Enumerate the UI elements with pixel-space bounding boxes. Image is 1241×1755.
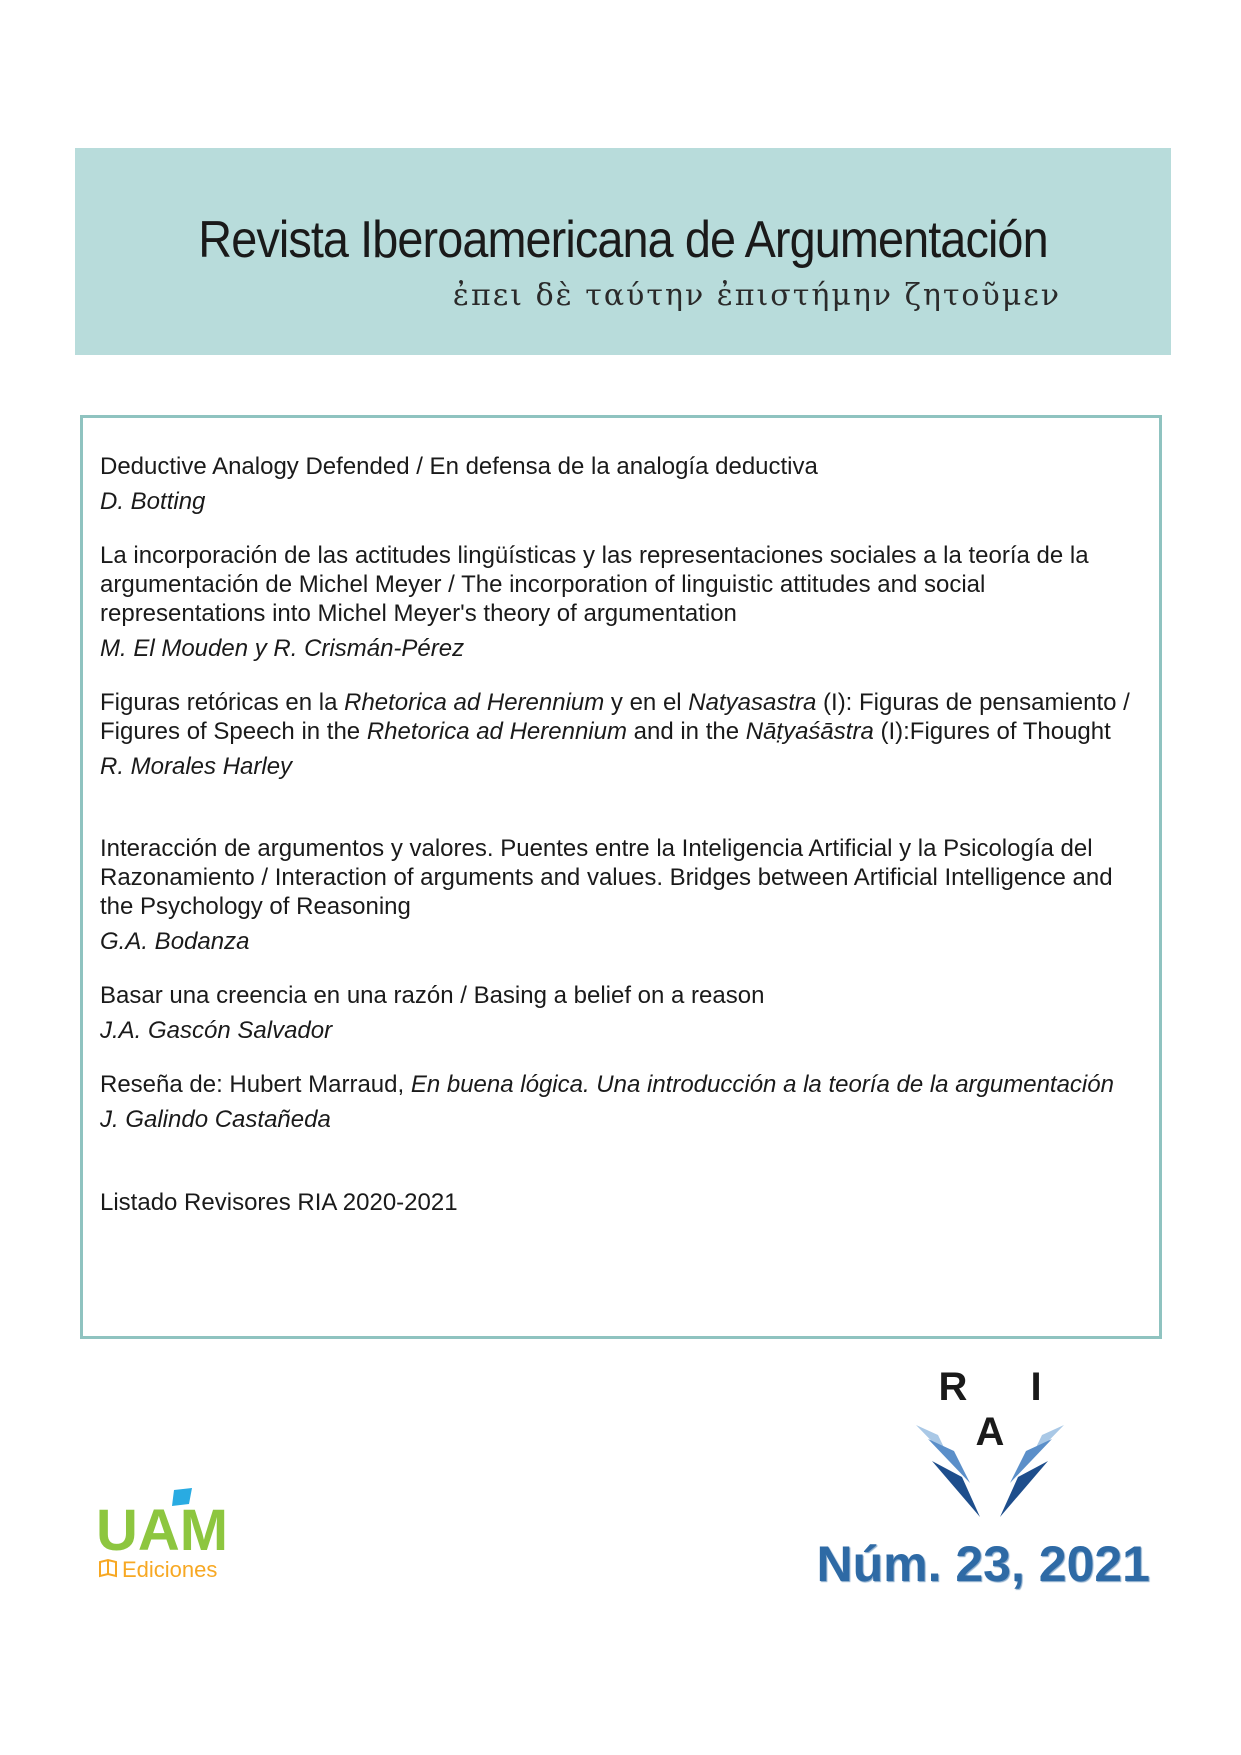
contents-entry[interactable]	[100, 1188, 1139, 1217]
article-title: Basar una creencia en una razón / Basing a belief on a reason	[100, 982, 765, 1009]
article-author: D. Botting	[100, 488, 206, 515]
open-book-icon	[910, 1365, 1070, 1540]
ria-logo	[910, 1365, 1070, 1540]
article-title: La incorporación de las actitudes lingüísticas y las representaciones sociales a la teoría de la argumentación de Michel Meyer / The incorporation of linguistic attitudes and social representations into Michel Meyer's theory of argumentation	[100, 542, 1089, 627]
contents-entry[interactable]	[100, 452, 1139, 516]
uam-logo-sub: Ediciones	[122, 1557, 218, 1580]
table-of-contents	[80, 415, 1162, 1339]
article-author: M. El Mouden y R. Crismán-Pérez	[100, 635, 465, 662]
article-title: Deductive Analogy Defended / En defensa de la analogía deductiva	[100, 453, 818, 480]
article-title: Figuras retóricas en la Rhetorica ad Herennium y en el Natyasastra (I): Figuras de pensamiento / Figures of Speech in the Rhetorica ad Herennium and in the Nāṭyaśāstra (I):Figures of Thought	[100, 689, 1130, 745]
article-title: Listado Revisores RIA 2020-2021	[100, 1189, 458, 1216]
article-author: J. Galindo Castañeda	[100, 1106, 331, 1133]
uam-logo-main: UAM	[96, 1498, 229, 1563]
journal-header-banner	[75, 148, 1171, 355]
article-title: Interacción de argumentos y valores. Puentes entre la Inteligencia Artificial y la Psicología del Razonamiento / Interaction of arguments and values. Bridges between Artificial Intelligence and the Psychology of Reasoning	[100, 835, 1113, 920]
contents-entry[interactable]	[100, 541, 1139, 663]
contents-entry[interactable]	[100, 688, 1139, 781]
uam-logo-graphic	[96, 1480, 276, 1580]
contents-entry[interactable]	[100, 834, 1139, 956]
journal-motto: ἐπει δὲ ταύτην ἐπιστήμην ζητοῦμεν	[452, 278, 1061, 313]
article-author: R. Morales Harley	[100, 753, 293, 780]
article-author: J.A. Gascón Salvador	[100, 1017, 333, 1044]
article-author: G.A. Bodanza	[100, 928, 250, 955]
contents-entry[interactable]	[100, 981, 1139, 1045]
issue-number: Núm. 23, 2021	[816, 1536, 1150, 1592]
ria-logo-letters: R I A	[938, 1365, 1068, 1454]
article-title: Reseña de: Hubert Marraud, En buena lógica. Una introducción a la teoría de la argumentación	[100, 1071, 1114, 1098]
contents-entry[interactable]	[100, 1070, 1139, 1134]
book-icon	[100, 1560, 116, 1576]
uam-ediciones-logo	[96, 1480, 276, 1580]
journal-title: Revista Iberoamericana de Argumentación	[198, 211, 1048, 269]
